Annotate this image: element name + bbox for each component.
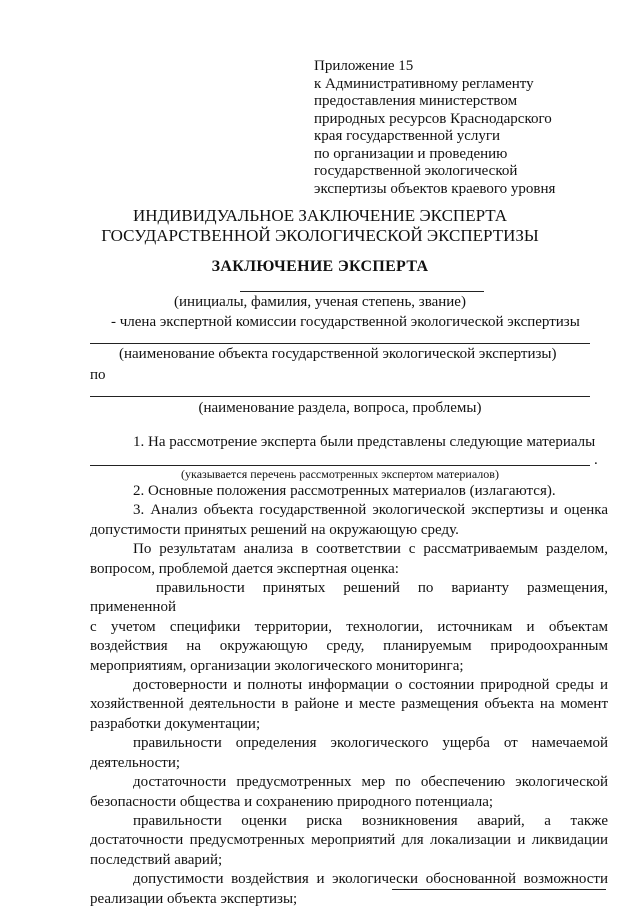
item-1-text: 1. На рассмотрение эксперта были представлены следующие материалы [133,434,596,450]
appendix-line: экспертизы объектов краевого уровня [314,180,556,197]
results-line: вопросом, проблемой дается экспертная оценка: [90,560,399,577]
criterion-2-line: разработки документации; [90,715,261,732]
criterion-3-line: правильности определения экологического ущерба от намечаемой [133,735,608,752]
document-title-line2: ГОСУДАРСТВЕННОЙ ЭКОЛОГИЧЕСКОЙ ЭКСПЕРТИЗЫ [101,226,539,245]
appendix-line: государственной экологической [314,163,518,179]
expert-name-line [240,291,484,292]
materials-line-dot: . [594,452,598,468]
criterion-6-line: допустимости воздействия и экологически обоснованной возможности [133,871,608,888]
appendix-line: по организации и проведению [314,145,508,162]
criterion-6-line: реализации объекта экспертизы; [90,890,298,907]
criterion-2-line: достоверности и полноты информации о состоянии природной среды и [133,677,608,694]
appendix-line: предоставления министерством [314,93,518,109]
expert-member-text: - члена экспертной комиссии государственной экологической экспертизы [111,314,580,330]
document-body [90,482,608,909]
object-name-line [90,343,590,344]
document-title-line1: ИНДИВИДУАЛЬНОЕ ЗАКЛЮЧЕНИЕ ЭКСПЕРТА [132,206,508,225]
results-line: По результатам анализа в соответствии с рассматриваемым разделом, [133,541,608,558]
criterion-1-line: мероприятиям, организации экологического мониторинга; [90,657,464,674]
appendix-line: природных ресурсов Краснодарского [314,110,552,127]
object-name-hint: (наименование объекта государственной экологической экспертизы) [119,346,557,362]
criterion-2-line: хозяйственной деятельности в районе и месте размещения объекта на момент [90,696,608,713]
materials-line [90,465,590,466]
section-name-line [90,396,590,397]
footer-rule [392,889,606,890]
criterion-1-line: с учетом специфики территории, технологии, источникам и объектам [90,618,608,635]
expert-name-hint: (инициалы, фамилия, ученая степень, звание) [174,294,466,310]
criterion-4-line: безопасности общества и сохранению природного потенциала; [90,793,494,810]
criterion-5-line: достаточности предусмотренных мероприятий для локализации и ликвидации [90,832,608,849]
item-3-line: допустимости принятых решений на окружающую среду. [90,521,459,538]
appendix-line: края государственной услуги [314,128,501,144]
appendix-note [314,58,614,198]
criterion-5-line: последствий аварий; [90,851,223,868]
section-name-hint: (наименование раздела, вопроса, проблемы) [198,400,482,416]
criterion-1-line: правильности принятых решений по варианту размещения, примененной [90,580,608,616]
item-2-text: 2. Основные положения рассмотренных материалов (излагаются). [133,483,556,499]
criterion-3-line: деятельности; [90,754,181,771]
document-heading: ЗАКЛЮЧЕНИЕ ЭКСПЕРТА [211,258,429,275]
criterion-5-line: правильности оценки риска возникновения аварий, а также [133,812,608,829]
criterion-4-line: достаточности предусмотренных мер по обеспечению экологической [133,774,608,791]
criterion-1-line: воздействия на окружающую среду, планируемым природоохранным [90,638,608,655]
appendix-line: к Административному регламенту [314,75,534,92]
materials-hint: (указывается перечень рассмотренных экспертом материалов) [181,467,499,481]
item-3-line: 3. Анализ объекта государственной экологической экспертизы и оценка [133,502,608,519]
appendix-line: Приложение 15 [314,58,414,74]
po-label: по [90,367,106,383]
